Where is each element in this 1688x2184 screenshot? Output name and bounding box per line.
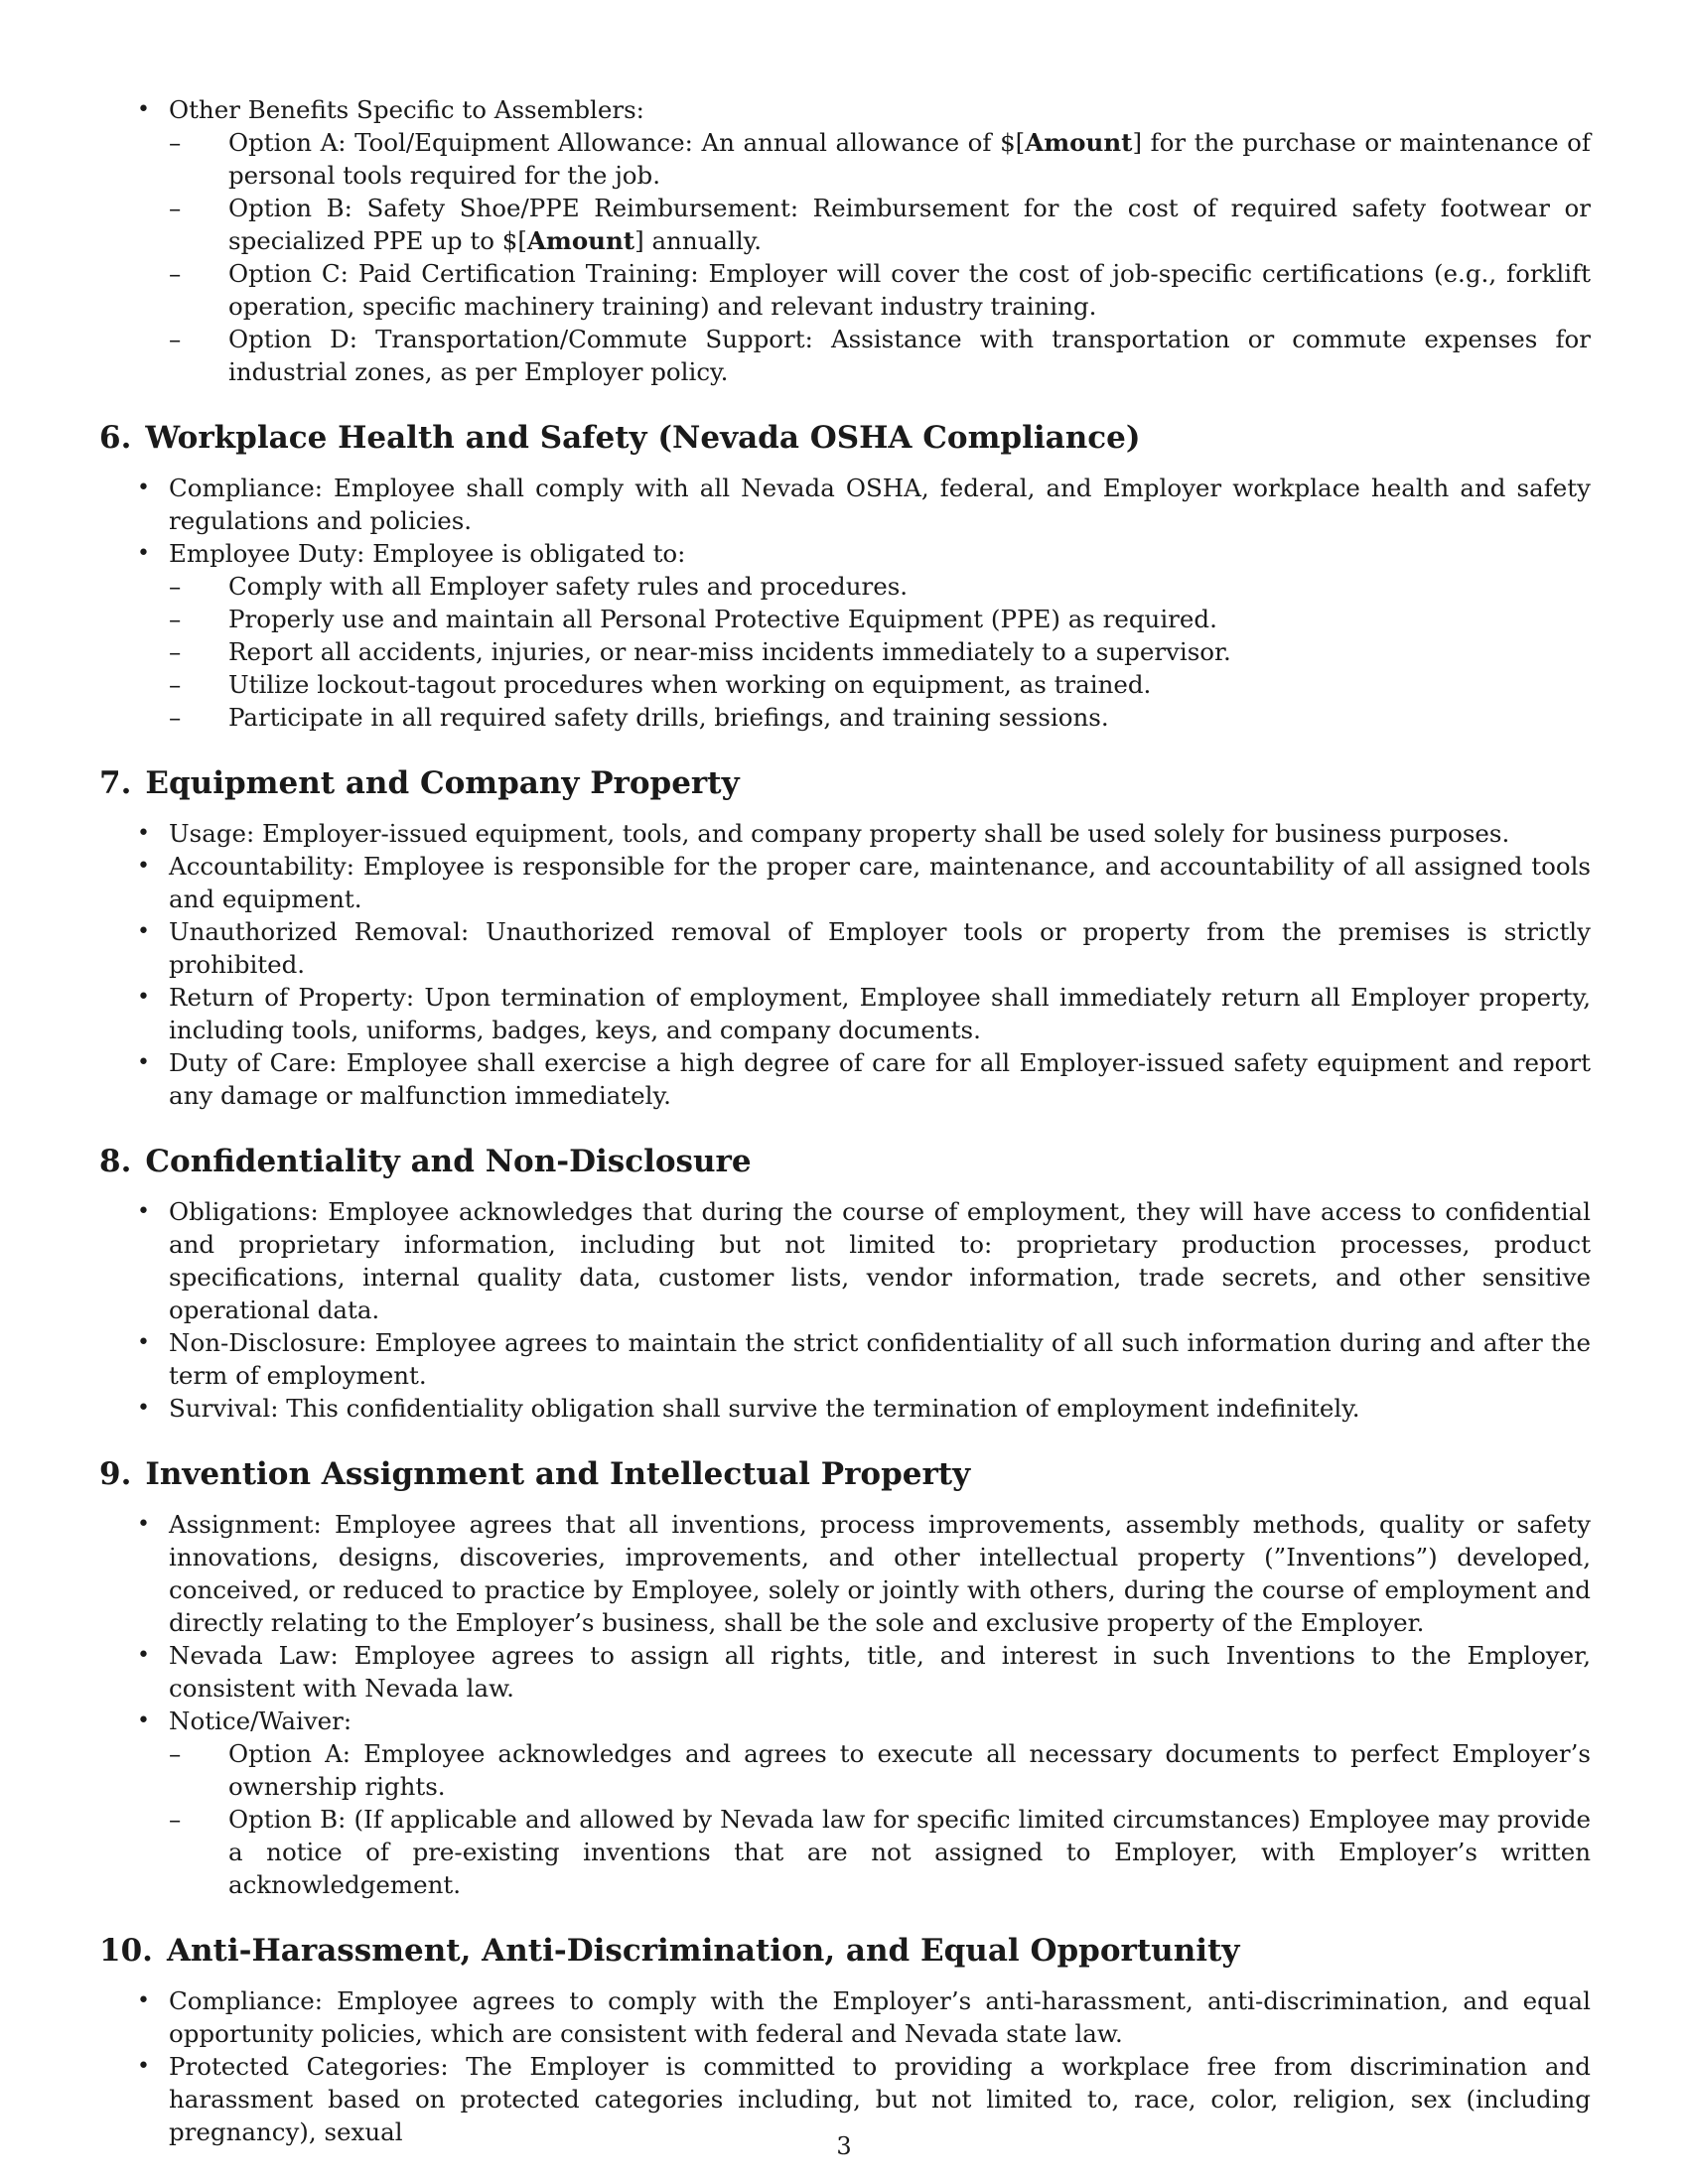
list-item: • Obligations: Employee acknowledges that during the course of employment, they will have access to confidential and proprietary information, including but not limited to: proprietary production processes, product specifications, internal quality data, customer lists, vendor information, trade secrets, and other sensitive operational data. [99,1195,1591,1326]
section-confidentiality [99,1142,1591,1425]
sub-item: – Option A: Employee acknowledges and agrees to execute all necessary documents to perfect Employer’s ownership rights. [169,1737,1591,1803]
option-text: ] for the purchase or maintenance of personal tools required for the job. [228,128,1591,190]
list-item-text: Employee Duty: Employee is obligated to: [169,539,686,568]
section-invention-assignment [99,1454,1591,1901]
section-number: 10. [99,1933,153,1969]
option-text: Option D: Transportation/Commute Support: Assistance with transportation or commute expenses for industrial zones, as per Employer policy. [228,325,1591,386]
list-item: • Non-Disclosure: Employee agrees to maintain the strict confidentiality of all such information during and after the term of employment. [99,1326,1591,1392]
section-number: 6. [99,420,132,456]
document-body [99,93,1591,2148]
section-anti-harassment [99,1931,1591,2148]
list-item: • Duty of Care: Employee shall exercise a high degree of care for all Employer-issued safety equipment and report any damage or malfunction immediately. [99,1046,1591,1112]
list-item-text: Nevada Law: Employee agrees to assign all rights, title, and interest in such Inventions to the Employer, consistent with Nevada law. [169,1641,1591,1703]
list-item [99,1705,1591,1901]
list-item-text: Other Benefits Specific to Assemblers: [169,95,644,124]
top-benefits-list [99,93,1591,388]
section-title: Invention Assignment and Intellectual Property [145,1456,971,1492]
section-title: Equipment and Company Property [145,765,740,801]
list-item: • Unauthorized Removal: Unauthorized removal of Employer tools or property from the premises is strictly prohibited. [99,915,1591,981]
option-text: Option B: Safety Shoe/PPE Reimbursement: Reimbursement for the cost of required safety footwear or specialized PPE up to $[ [228,194,1591,255]
section-heading [99,763,1591,803]
section-heading [99,418,1591,458]
list-item-text: Notice/Waiver: [169,1706,352,1735]
section-heading [99,1931,1591,1971]
amount-placeholder: Amount [1025,128,1133,157]
list-item-text: Assignment: Employee agrees that all inventions, process improvements, assembly methods, quality or safety innovations, designs, discoveries, improvements, and other intellectual property (”Inventions”) developed, conceived, or reduced to practice by Employee, solely or jointly with others, during the course of employment and directly relating to the Employer’s business, shall be the sole and exclusive property of the Employer. [169,1510,1591,1637]
section-number: 8. [99,1144,132,1179]
list-item [99,1639,1591,1705]
section-list [99,1195,1591,1425]
list-item [99,537,1591,734]
sub-list [169,570,1591,734]
list-item: • Protected Categories: The Employer is committed to providing a workplace free from discrimination and harassment based on protected categories including, but not limited to, race, color, religion, sex (including pregnancy), sexual [99,2050,1591,2148]
section-health-safety [99,418,1591,734]
list-item-text: Compliance: Employee shall comply with all Nevada OSHA, federal, and Employer workplace health and safety regulations and policies. [169,474,1591,535]
section-list [99,472,1591,734]
option-item [169,257,1591,323]
section-list [99,1984,1591,2148]
sub-item: – Participate in all required safety drills, briefings, and training sessions. [169,701,1591,734]
list-item: • Usage: Employer-issued equipment, tools, and company property shall be used solely for business purposes. [99,817,1591,850]
list-item: • Return of Property: Upon termination of employment, Employee shall immediately return all Employer property, including tools, uniforms, badges, keys, and company documents. [99,981,1591,1046]
option-text: ] annually. [634,226,763,255]
option-text: Option A: Tool/Equipment Allowance: An annual allowance of $[ [228,128,1026,157]
sub-item: – Comply with all Employer safety rules and procedures. [169,570,1591,603]
page-number: 3 [836,2132,852,2160]
section-list [99,1508,1591,1901]
list-item: • Survival: This confidentiality obligation shall survive the termination of employment indefinitely. [99,1392,1591,1425]
section-title: Confidentiality and Non-Disclosure [145,1144,752,1179]
amount-placeholder: Amount [526,226,635,255]
option-item [169,323,1591,388]
option-item [169,126,1591,192]
sub-item: – Properly use and maintain all Personal Protective Equipment (PPE) as required. [169,603,1591,635]
section-list [99,817,1591,1112]
section-equipment-property [99,763,1591,1112]
list-item [99,1508,1591,1639]
section-title: Anti-Harassment, Anti-Discrimination, and Equal Opportunity [166,1933,1240,1969]
list-item: • Accountability: Employee is responsible for the proper care, maintenance, and accountability of all assigned tools and equipment. [99,850,1591,915]
list-item [99,472,1591,537]
sub-list [169,1737,1591,1901]
section-number: 9. [99,1456,132,1492]
section-heading [99,1454,1591,1494]
list-item [99,93,1591,388]
sub-item: – Utilize lockout-tagout procedures when working on equipment, as trained. [169,668,1591,701]
section-title: Workplace Health and Safety (Nevada OSHA Compliance) [145,420,1141,456]
option-text: Option C: Paid Certification Training: Employer will cover the cost of job-specific certifications (e.g., forklift operation, specific machinery training) and relevant industry training. [228,259,1591,321]
sub-item: – Option B: (If applicable and allowed by Nevada law for specific limited circumstances) Employee may provide a notice of pre-existing inventions that are not assigned to Employer, with Employer’s written acknowledgement. [169,1803,1591,1901]
section-number: 7. [99,765,132,801]
benefit-options-list [169,126,1591,388]
option-item [169,192,1591,257]
sub-item: – Report all accidents, injuries, or near-miss incidents immediately to a supervisor. [169,635,1591,668]
list-item: • Compliance: Employee agrees to comply with the Employer’s anti-harassment, anti-discrimination, and equal opportunity policies, which are consistent with federal and Nevada state law. [99,1984,1591,2050]
section-heading [99,1142,1591,1181]
